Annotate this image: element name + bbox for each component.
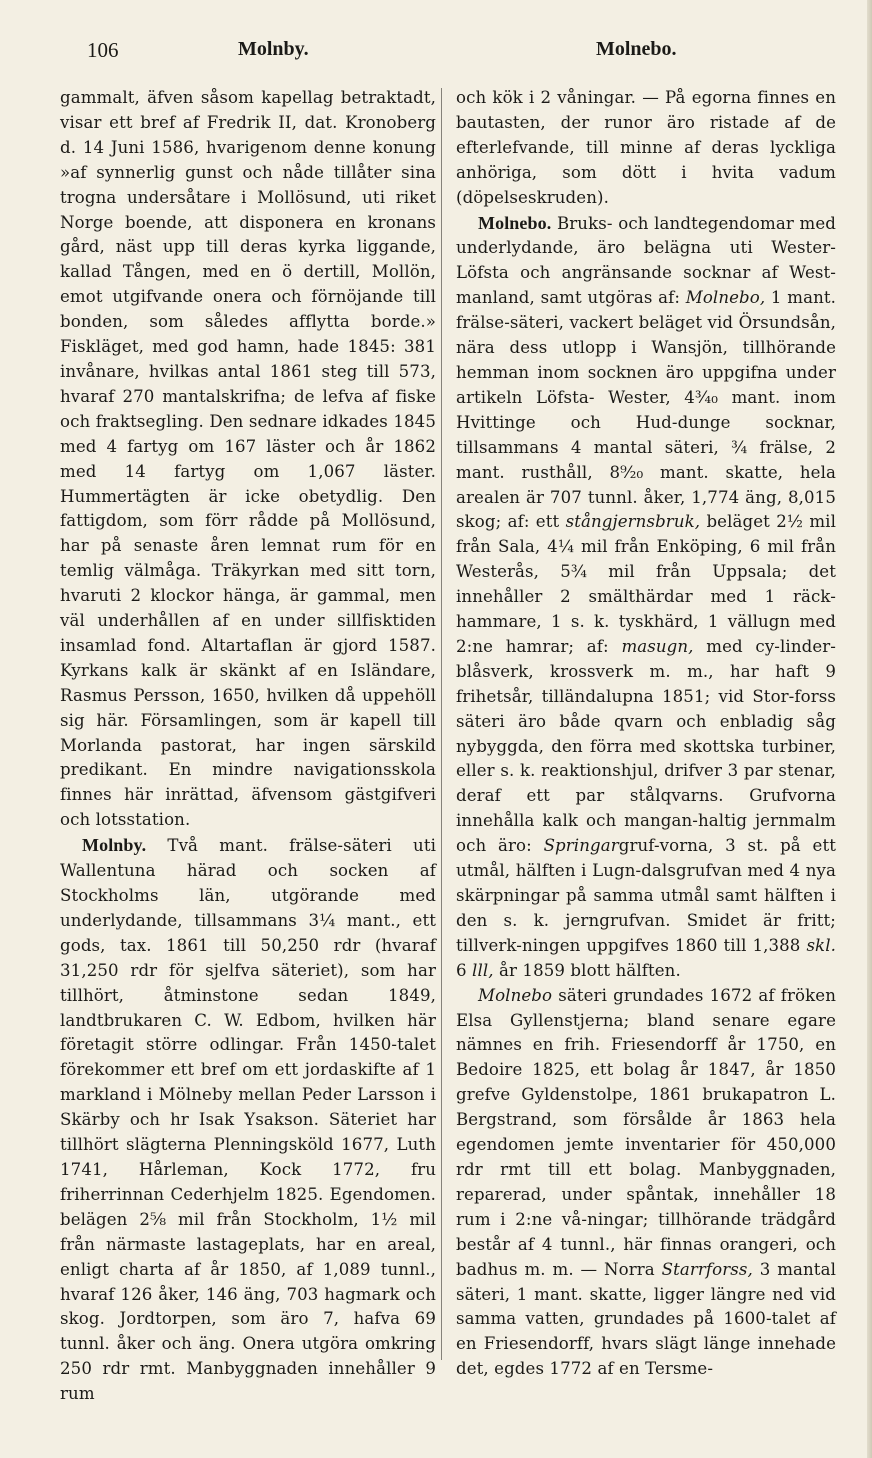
entry-heading-molnby: Molnby. xyxy=(82,835,147,856)
italic-skl: skl. xyxy=(806,935,836,955)
italic-springar: Springar xyxy=(543,836,619,856)
page-number: 106 xyxy=(87,38,119,62)
italic-lll: lll, xyxy=(472,960,494,980)
history-text-b: 3 mantal säteri, 1 mant. skatte, ligger längre ned vid samma vatten, grundades på 1600-talet af en Friesendorff, hvars slägt länge innehade det, egdes 1772 af en Tersme- xyxy=(456,1259,836,1379)
column-divider xyxy=(441,88,442,1360)
italic-molnebo: Molnebo, xyxy=(685,288,766,308)
italic-masugn: masugn, xyxy=(621,636,694,656)
entry-text-b: 1 mant. frälse-säteri, vackert beläget vid Örsundsån, nära dess utlopp i Wansjön, tillhörande hemman inom socknen äro uppgifna under artikeln Löfsta- Wester, 4³⁄₄₀ mant. inom Hvittinge och Hud-dunge socknar, tillsammans 4 mantal säteri, ¾ frälse, 2 mant. rusthåll, 8⁹⁄₂₀ mant. skatte, hela arealen är 707 tunnl. åker, 1,774 äng, 8,015 skog; af: ett xyxy=(456,288,836,532)
entry-heading-molnebo: Molnebo. xyxy=(478,212,552,233)
history-text: säteri grundades 1672 af fröken Elsa Gyllenstjerna; bland senare egare nämnes en frih. Friesendorff år 1750, en Bedoire 1825, ett bolag år 1847, år 1850 grefve Gyldenstolpe, 1861 brukapatron L. Bergstrand, som försålde år 1863 hela egendomen jemte inventarier för 450,000 rdr rmt till ett bolag. Manbyggnaden, reparerad, under spåntak, innehåller 18 rum i 2:ne vå-ningar; tillhörande trädgård består af 4 tunnl., här finnas orangeri, och badhus m. m. — Norra xyxy=(456,985,836,1279)
paragraph-mollosund: gammalt, äfven såsom kapellag betraktadt, visar ett bref af Fredrik II, dat. Kronoberg d. 14 Juni 1586, hvarigenom denne konung »af synnerlig gunst och nåde tillåter sina trogna undersåtare i Mollösund, uti riket Norge boende, att disponera en kronans gård, näst upp till deras kyrka liggande, kallad Tången, med en ö dertill, Mollön, emot utgifvande onera och förnöjande till bonden, som således afflytta borde.» Fiskläget, med god hamn, hade 1845: 381 invånare, hvilkas antal 1861 steg till 573, hvaraf 270 mantalskrifna; de lefva af fiske och fraktsegling. Den sednare idkades 1845 med 4 fartyg om 167 läster och år 1862 med 14 fartyg om 1,067 läster. Hummertägten är icke obetydlig. Den fattigdom, som förr rådde på Mollösund, har på senaste åren lemnat rum för en temlig välmåga. Träkyrkan med sitt torn, hvaruti 2 klockor hänga, är gammal, men väl underhållen af en under sillfisktiden insamlad fond. Altartaflan är gjord 1587. Kyrkans kalk är skänkt af en Isländare, Rasmus Persson, 1650, hvilken då uppehöll sig här. Församlingen, som är kapell till Morlanda pastorat, har ingen särskild predikant. En mindre navigationsskola finnes här inrättad, äfvensom gästgifveri och lotsstation. xyxy=(60,88,436,830)
entry-text-d: med cy-linder-blåsverk, krossverk m. m., har haft 9 frihetsår, tilländalupna 1851; vid Stor-forss säteri äro både qvarn och enbladig såg nybyggda, den förra med skottska turbiner, eller s. k. reaktionshjul, drifver 3 par stenar, deraf ett par stålqvarns. Grufvorna innehålla kalk och mangan-haltig jernmalm och äro: xyxy=(456,636,836,856)
entry-text-molnby: Två mant. frälse-säteri uti Wallentuna härad och socken af Stockholms län, utgörande med underlydande, tillsammans 3¼ mant., ett gods, tax. 1861 till 50,250 rdr (hvaraf 31,250 rdr för sjelfva säteriet), som har tillhört, åtminstone sedan 1849, landtbrukaren C. W. Edbom, hvilken här företagit större odlingar. Från 1450-talet förekommer ett bref om ett jordaskifte af 1 markland i Mölneby mellan Peder Larsson i Skärby och hr Isak Ysakson. Säteriet har tillhört slägterna Plenningsköld 1677, Luth 1741, Hårleman, Kock 1772, fru friherrinnan Cederhjelm 1825. Egendomen. belägen 2⅝ mil från Stockholm, 1½ mil från närmaste lastageplats, har en areal, enligt charta af år 1850, af 1,089 tunnl., hvaraf 126 åker, 146 äng, 703 hagmark och skog. Jordtorpen, som äro 7, hafva 69 tunnl. åker och äng. Onera utgöra omkring 250 rdr rmt. Manbyggnaden innehåller 9 rum xyxy=(60,836,436,1404)
right-running-title: Molnebo. xyxy=(596,38,677,60)
left-column xyxy=(60,86,436,1407)
italic-molnebo-2: Molnebo xyxy=(478,985,553,1005)
left-running-title: Molnby. xyxy=(238,38,309,60)
entry-molnebo xyxy=(456,211,836,984)
running-header xyxy=(0,38,872,68)
entry-text-e: gruf-vorna, 3 st. på ett utmål, hälften i Lugn-dalsgrufvan med 4 nya skärpningar på samma utmål samt hälften i den s. k. jerngrufvan. Smidet är fritt; tillverk-ningen uppgifves 1860 till 1,388 xyxy=(456,836,836,955)
entry-text-f: 6 xyxy=(456,960,473,980)
italic-starrforss: Starrforss, xyxy=(661,1259,753,1279)
entry-text-c: beläget 2½ mil från Sala, 4¼ mil från Enköping, 6 mil från Westerås, 5¾ mil från Uppsala; det innehåller 2 smälthärdar med 1 räck-hammare, 1 s. k. tyskhärd, 1 vällugn med 2:ne hamrar; af: xyxy=(456,512,836,656)
paragraph-continuation: och kök i 2 våningar. — På egorna finnes en bautasten, der runor äro ristade af de efterlefvande, till minne af deras lyckliga anhöriga, som dött i hvita vadum (döpelseskruden). xyxy=(456,88,836,207)
paragraph-molnebo-history xyxy=(456,984,836,1383)
italic-stangjernsbruk: stångjernsbruk, xyxy=(565,512,701,532)
entry-text-g: år 1859 blott hälften. xyxy=(493,960,681,980)
page-edge xyxy=(867,0,872,1458)
entry-text-a: Bruks- och landtegendomar med underlydande, äro belägna uti Wester-Löfsta och angränsande socknar af West-manland, samt utgöras af: xyxy=(456,213,836,308)
right-column xyxy=(456,86,836,1382)
entry-molnby xyxy=(60,833,436,1407)
